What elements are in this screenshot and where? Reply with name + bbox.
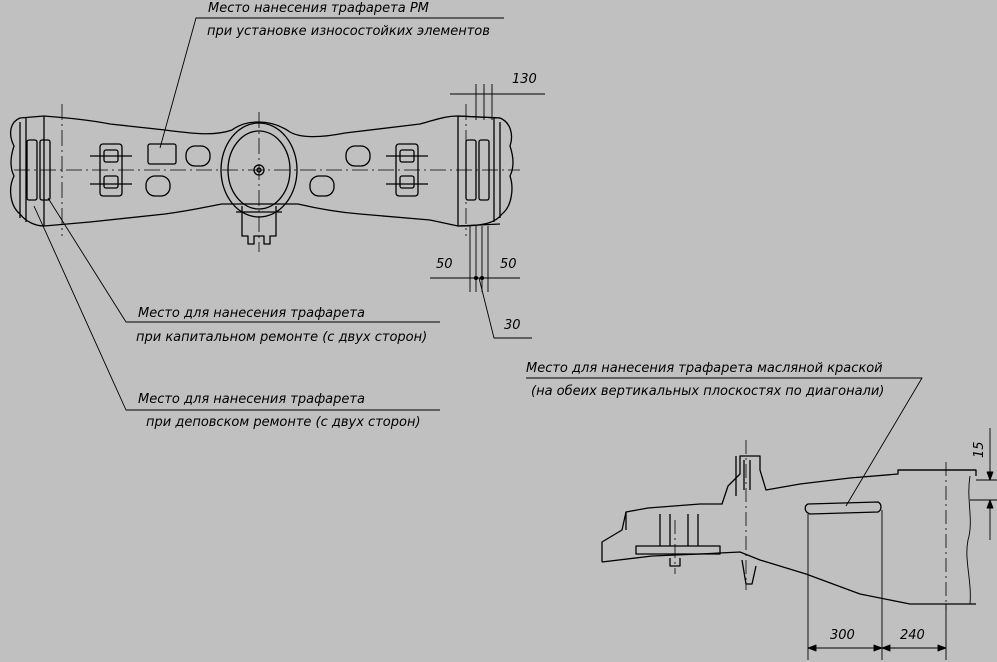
dim-240: 240	[900, 628, 925, 643]
dim-50-left: 50	[436, 257, 453, 272]
dimension-lines-top	[430, 84, 545, 338]
beam-side-view	[602, 440, 976, 610]
dim-15: 15	[972, 441, 987, 458]
oil-stencil-spot	[805, 502, 881, 514]
dim-30: 30	[504, 318, 521, 333]
dim-130: 130	[512, 72, 537, 87]
beam-top-view	[11, 104, 520, 252]
centerline	[14, 104, 520, 252]
oil-callout-line2: (на обеих вертикальных плоскостях по диагонали)	[531, 384, 885, 399]
rm-callout-line2: при установке износостойких элементов	[207, 24, 490, 39]
depot-callout-line2: при деповском ремонте (с двух сторон)	[146, 415, 421, 430]
dim-300: 300	[830, 628, 855, 643]
rm-callout-line1: Место нанесения трафарета РМ	[208, 1, 429, 16]
dimension-lines-side	[526, 378, 997, 660]
dim-50-right: 50	[500, 257, 517, 272]
rm-stencil-spot	[148, 144, 176, 164]
oil-callout-line1: Место для нанесения трафарета масляной краской	[526, 361, 883, 376]
beam-outline	[44, 116, 500, 226]
depot-callout-line1: Место для нанесения трафарета	[138, 392, 365, 407]
capital-callout-line2: при капитальном ремонте (с двух сторон)	[136, 330, 428, 345]
capital-callout-line1: Место для нанесения трафарета	[138, 306, 365, 321]
leader-lines-top	[34, 18, 504, 410]
